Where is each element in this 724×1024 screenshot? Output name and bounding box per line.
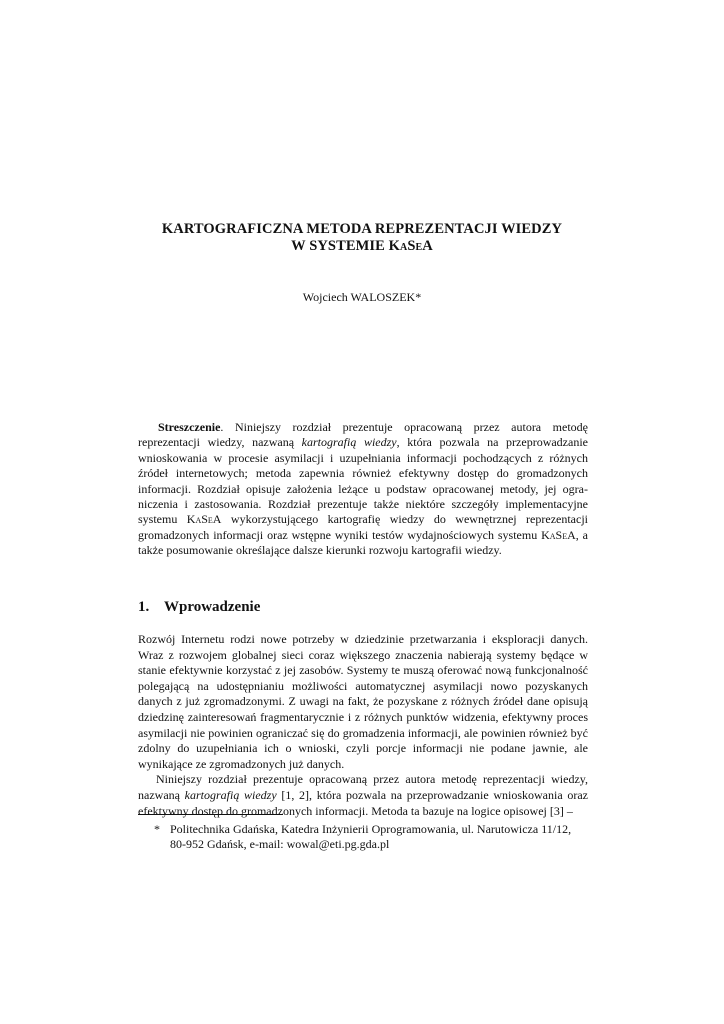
abstract	[138, 420, 588, 559]
title-line-1: KARTOGRAFICZNA METODA REPREZENTACJI WIEDZY	[161, 221, 563, 237]
title-line-2	[110, 238, 614, 255]
title-system-name: KaSeA	[388, 238, 433, 254]
abstract-system-name-2: KaSeA	[541, 527, 576, 542]
paragraph-2	[138, 772, 588, 819]
abstract-emphasis: kartografią wiedzy	[301, 435, 397, 450]
footnote	[154, 822, 594, 853]
paragraph-2-emphasis: kartografią wiedzy	[184, 787, 277, 802]
footnote-line-1: Politechnika Gdańska, Katedra Inżynierii Oprogramowania, ul. Narutowicza 11/12,	[170, 822, 572, 836]
abstract-text-1: . Niniejszy rozdział prezentuje opracowaną przez autora metodę reprezentacji wiedzy, nazwaną	[138, 420, 588, 450]
abstract-label: Streszczenie	[158, 420, 221, 434]
abstract-text-3: wykorzystującego kartografię wiedzy do wewnętrznej reprezentacji gromadzonych informacji oraz wstępne wyniki testów wydajnościowych systemu	[138, 512, 589, 542]
abstract-text-4: , a także posumowanie określające dalsze kierunki rozwoju kartografii wiedzy.	[138, 527, 589, 558]
footnote-separator	[138, 814, 283, 815]
paragraph-2-text-a: Niniejszy rozdział prezentuje opracowaną przez autora metodę reprezentacji wiedzy, nazwaną	[138, 772, 588, 802]
title-line-2-prefix: W SYSTEMIE	[291, 238, 389, 254]
chapter-title	[110, 221, 614, 255]
footnote-line-2: 80-952 Gdańsk, e-mail: wowal@eti.pg.gda.pl	[170, 837, 390, 852]
abstract-system-name-1: KaSeA	[186, 512, 222, 527]
paragraph-1: Rozwój Internetu rodzi nowe potrzeby w dziedzinie przetwarzania i eksploracji danych. Wraz z rozwojem globalnej sieci coraz większego znaczenia nabierają systemy będące w stanie efektywnie korzystać z jej zasobów. Systemy te muszą oferować nową funkcjonalność polegającą na udostępnianiu możliwości automatycznej asymilacji nowo pozyskanych danych z już zgromadzonymi. Z uwagi na fakt, że pozyskane z różnych źródeł dane opisują dziedzinę zainteresowań fragmentarycznie i z różnych punktów widzenia, efektywny proces asymilacji nie powinien ograniczać się do gromadzenia informacji, ale powinien również być zdolny do uzupełniania ich o wnioski, czyli porcje informacji nie podane jawnie, ale wynikające ze zgromadzonych już danych.	[138, 632, 588, 771]
section-heading	[138, 598, 588, 616]
footnote-mark: *	[154, 822, 160, 836]
section-title: Wprowadzenie	[164, 599, 261, 615]
author-name: Wojciech WALOSZEK*	[302, 290, 422, 304]
section-number: 1.	[138, 599, 150, 615]
abstract-text-2: , która pozwala na przeprowadzanie wnioskowania w procesie asymilacji i uzupełniania informacji pochodzących z różnych źródeł internetowych; metoda zapewnia również efektywny dostęp do gromadzonych informacji. Rozdział opisuje założenia leżące u podstaw opracowanej metody, jej ogra-niczenia i zastosowania. Rozdział prezentuje także niektóre szczegóły implementacyjne systemu	[138, 435, 588, 527]
paragraph-2-text-b: [1, 2], która pozwala na przeprowadzanie wnioskowania oraz efektywny dostęp do gromadzonych informacji. Metoda ta bazuje na logice opisowej [3] –	[138, 787, 588, 818]
section-body	[138, 632, 588, 819]
